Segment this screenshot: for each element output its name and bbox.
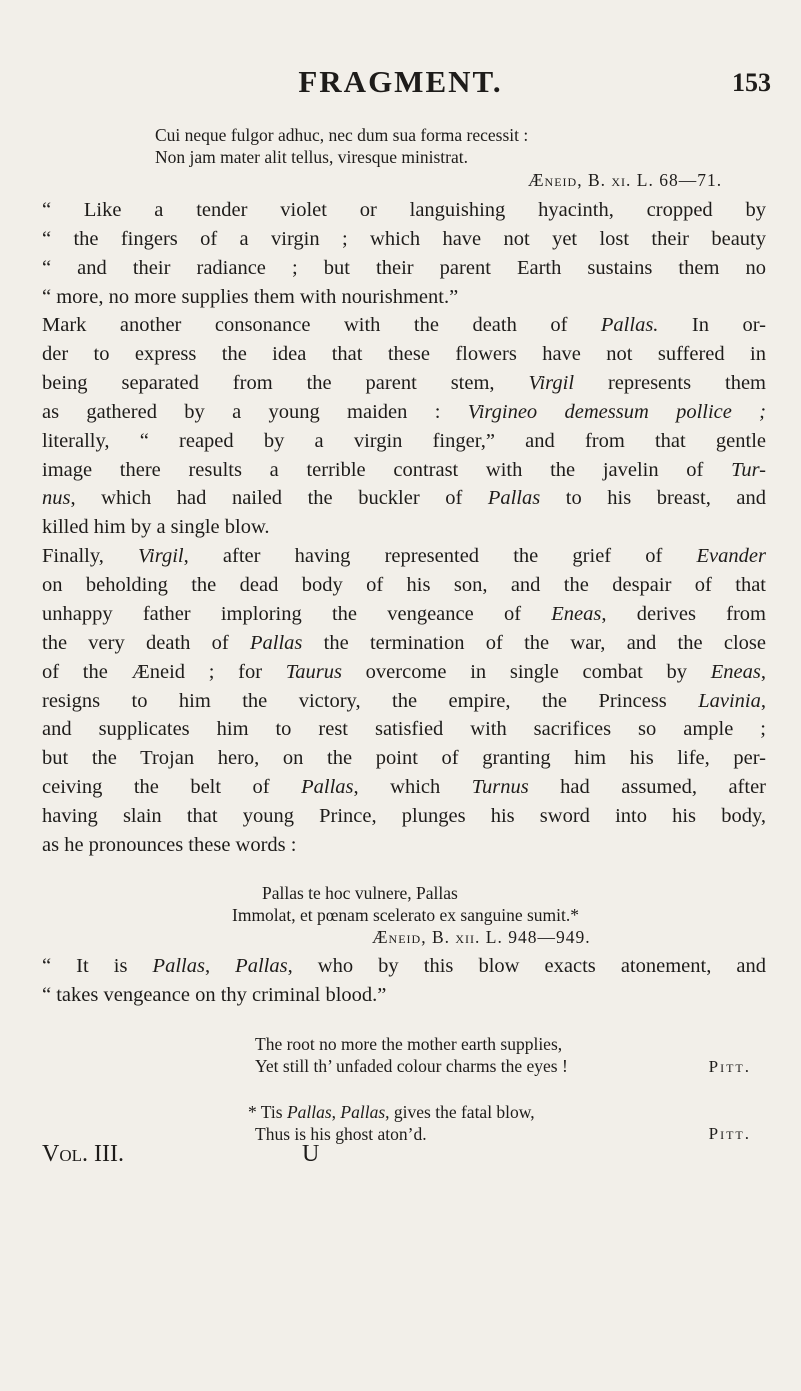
text-line: “ and their radiance ; but their parent Earth sustains them no [42, 256, 766, 279]
verse-line: Thus is his ghost aton’d. [255, 1124, 427, 1144]
verse-line: Immolat, et pœnam scelerato ex sanguine sumit.* [232, 905, 579, 925]
text-line: having slain that young Prince, plunges his sword into his body, [42, 805, 766, 828]
text-line: unhappy father imploring the vengeance of Eneas, derives from [42, 602, 767, 625]
text-line: ceiving the belt of Pallas, which Turnus had assumed, after [42, 776, 767, 799]
volume-label: Vol. III. [42, 1141, 124, 1167]
verse-line: Yet still th’ unfaded colour charms the eyes ! [255, 1056, 568, 1076]
text-line: resigns to him the victory, the empire, the Princess Lavinia, [42, 689, 766, 712]
text-line: “ more, no more supplies them with nourishment.” [42, 285, 459, 308]
text-line: “ takes vengeance on thy criminal blood.” [42, 983, 387, 1006]
text-line: of the Æneid ; for Taurus overcome in single combat by Eneas, [42, 660, 766, 683]
attribution-2: Pitt. [708, 1124, 751, 1143]
latin-verse-1 [155, 124, 528, 168]
verse-line: The root no more the mother earth supplies, [255, 1034, 563, 1054]
text-line: as he pronounces these words : [42, 834, 297, 857]
text-line: the very death of Pallas the termination of the war, and the close [42, 631, 766, 654]
latin-verse-2 [232, 882, 579, 926]
text-line: “ Like a tender violet or languishing hyacinth, cropped by [42, 199, 766, 221]
citation-text: Æneid, B. xi. L. 68—71. [528, 170, 723, 190]
paragraph-3 [42, 542, 766, 860]
signature-mark: U [302, 1141, 320, 1167]
verse-line: Pallas te hoc vulnere, Pallas [262, 883, 458, 903]
text-line: Finally, Virgil, after having represented the grief of Evander [42, 545, 766, 567]
text-line: but the Trojan hero, on the point of granting him his life, per- [42, 747, 766, 770]
text-line: “ It is Pallas, Pallas, who by this blow exacts atonement, and [42, 955, 767, 977]
citation-text: Æneid, B. xii. L. 948—949. [372, 927, 591, 947]
attribution-1: Pitt. [708, 1057, 751, 1076]
text-line: der to express the idea that these flowers have not suffered in [42, 342, 766, 365]
text-line: being separated from the parent stem, Virgil represents them [42, 371, 766, 394]
text-line: on beholding the dead body of his son, and the despair of that [42, 573, 766, 596]
text-line: literally, “ reaped by a virgin finger,” and from that gentle [42, 429, 766, 452]
citation-2 [372, 927, 591, 948]
running-head: FRAGMENT. [298, 64, 503, 99]
page-number: 153 [732, 68, 771, 97]
paragraph-1 [42, 196, 766, 312]
footnote-couplet-1 [255, 1033, 568, 1077]
text-line: nus, which had nailed the buckler of Pallas to his breast, and [42, 487, 766, 510]
paragraph-4 [42, 952, 766, 1010]
text-line: image there results a terrible contrast with the javelin of Tur- [42, 458, 766, 481]
paragraph-2 [42, 311, 766, 542]
text-line: killed him by a single blow. [42, 516, 270, 539]
text-line: as gathered by a young maiden : Virgineo demessum pollice ; [42, 400, 766, 423]
verse-line: Cui neque fulgor adhuc, nec dum sua forma recessit : [155, 125, 529, 145]
page-header [0, 64, 801, 104]
verse-line: Non jam mater alit tellus, viresque ministrat. [155, 147, 468, 167]
text-line: and supplicates him to rest satisfied with sacrifices so ample ; [42, 718, 766, 741]
text-line: “ the fingers of a virgin ; which have not yet lost their beauty [42, 227, 766, 250]
citation-1 [528, 170, 722, 191]
text-line: Mark another consonance with the death of Pallas. In or- [42, 314, 766, 336]
footnote-couplet-2 [248, 1101, 535, 1145]
verse-line: * Tis Pallas, Pallas, gives the fatal blow, [248, 1102, 535, 1122]
